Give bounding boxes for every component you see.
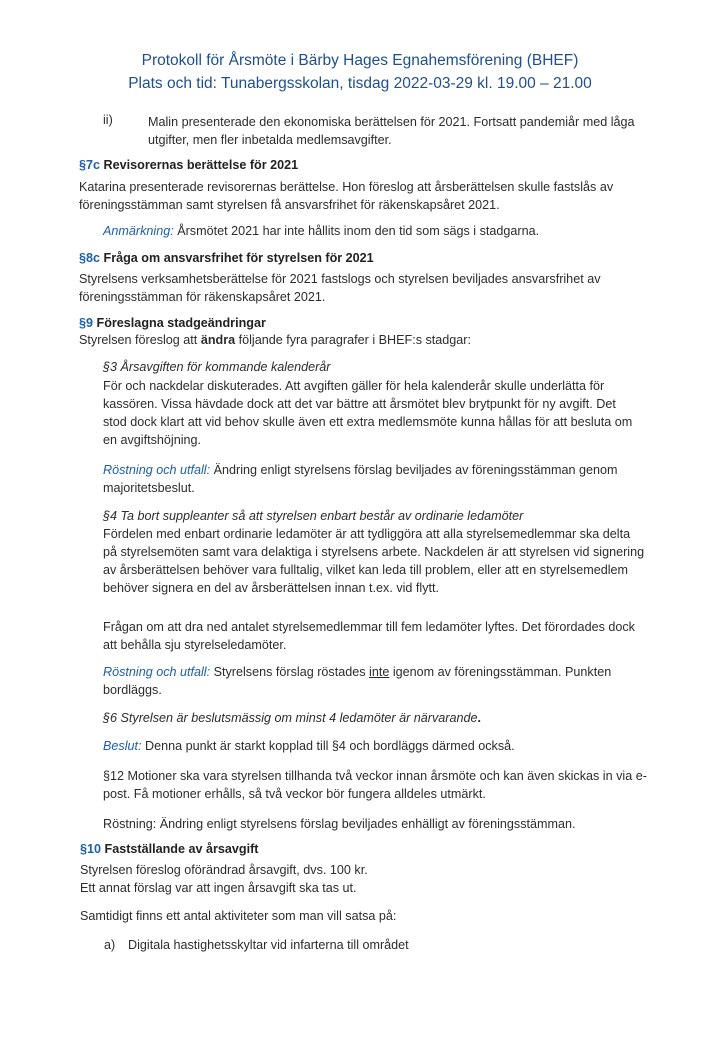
p4-vote bbox=[103, 663, 611, 681]
p3-title: §3 Årsavgiften för kommande kalenderår bbox=[103, 360, 331, 374]
vote-text: Ändring enligt styrelsens förslag beviljades av föreningsstämman genom bbox=[210, 463, 618, 477]
section-number: §8c bbox=[79, 251, 101, 265]
p6-title-text: §6 Styrelsen är beslutsmässig om minst 4 ledamöter är närvarande bbox=[103, 711, 478, 725]
s8c-line-1: Styrelsens verksamhetsberättelse för 2021 fastslogs och styrelsen beviljades ansvarsfrihet av bbox=[79, 272, 601, 286]
p12-line-2: post. Få motioner erhålls, så två veckor bör fungera alldeles utmärkt. bbox=[103, 787, 486, 801]
vote-text: Styrelsens förslag röstades bbox=[210, 665, 370, 679]
vote-label: Röstning och utfall: bbox=[103, 665, 211, 679]
section-number: §7c bbox=[79, 158, 101, 172]
s10-line-2: Ett annat förslag var att ingen årsavgift ska tas ut. bbox=[80, 881, 357, 895]
section-8c-heading bbox=[79, 249, 374, 267]
p12-vote: Röstning: Ändring enligt styrelsens förslag beviljades enhälligt av föreningsstämman. bbox=[103, 817, 576, 831]
section-7c-heading bbox=[79, 156, 298, 174]
section-number: §9 bbox=[79, 316, 94, 330]
list-marker-a: a) bbox=[104, 938, 116, 952]
document-title: Protokoll för Årsmöte i Bärby Hages Egnahemsförening (BHEF) bbox=[141, 52, 579, 69]
item-ii-line-1: Malin presenterade den ekonomiska berättelsen för 2021. Fortsatt pandemiår med låga bbox=[148, 115, 635, 129]
s7c-line-1: Katarina presenterade revisorernas berättelse. Hon föreslog att årsberättelsen skulle fastslås av bbox=[79, 180, 614, 194]
vote-text-end: igenom av föreningsstämman. Punkten bbox=[389, 665, 612, 679]
p4-line-4: behöver signera en del av årsberättelsen innan t.ex. vid flytt. bbox=[103, 581, 440, 595]
s7c-note bbox=[103, 222, 539, 240]
note-text: Årsmötet 2021 har inte hållits inom den tid som sägs i stadgarna. bbox=[173, 224, 540, 238]
p4-line-6: att behålla sju styrelseledamöter. bbox=[103, 638, 287, 652]
p3-line-3: stod dock klart att vid behov skulle även ett extra medlemsmöte kunna hållas för att besluta om bbox=[103, 415, 633, 429]
section-number: §10 bbox=[80, 842, 102, 856]
decision-label: Beslut: bbox=[103, 739, 142, 753]
section-title: Revisorernas berättelse för 2021 bbox=[103, 158, 299, 172]
p6-title-dot: . bbox=[477, 711, 481, 725]
note-label: Anmärkning: bbox=[103, 224, 174, 238]
p4-line-5: Frågan om att dra ned antalet styrelsemedlemmar till fem ledamöter lyftes. Det förordades dock bbox=[103, 620, 635, 634]
list-marker-ii: ii) bbox=[103, 113, 113, 127]
p4-line-3: av årsberättelsen behöver vara fulltalig, vilket kan leda till problem, eller att en styrelsemedlem bbox=[103, 563, 628, 577]
vote-label: Röstning och utfall: bbox=[103, 463, 211, 477]
section-9-heading bbox=[79, 314, 266, 332]
item-ii-line-2: utgifter, men fler inbetalda medlemsavgifter. bbox=[148, 133, 392, 147]
section-title: Föreslagna stadgeändringar bbox=[96, 316, 266, 330]
s10-para: Samtidigt finns ett antal aktiviteter som man vill satsa på: bbox=[80, 909, 397, 923]
section-title: Fråga om ansvarsfrihet för styrelsen för 2021 bbox=[103, 251, 374, 265]
s7c-line-2: föreningsstämman samt styrelsen få ansvarsfrihet för räkenskapsåret 2021. bbox=[79, 198, 500, 212]
p6-decision bbox=[103, 737, 515, 755]
p12-line-1: §12 Motioner ska vara styrelsen tillhanda två veckor innan årsmöte och kan även skickas in via e- bbox=[103, 769, 647, 783]
p3-line-2: kassören. Vissa hävdade dock att det var bättre att årsmötet blev brytpunkt för ny avgift. Det bbox=[103, 397, 616, 411]
p3-line-4: en avgiftshöjning. bbox=[103, 433, 202, 447]
document-subtitle: Plats och tid: Tunabergsskolan, tisdag 2022-03-29 kl. 19.00 – 21.00 bbox=[128, 75, 592, 92]
p4-vote-line-2: bordläggs. bbox=[103, 683, 162, 697]
vote-text-underlined: inte bbox=[369, 665, 390, 679]
p4-line-1: Fördelen med enbart ordinarie ledamöter är att tydliggöra att alla styrelsemedlemmar ska delta bbox=[103, 527, 631, 541]
p4-title: §4 Ta bort suppleanter så att styrelsen enbart består av ordinarie ledamöter bbox=[103, 509, 524, 523]
decision-text: Denna punkt är starkt kopplad till §4 och bordläggs därmed också. bbox=[141, 739, 515, 753]
p6-title bbox=[103, 709, 481, 727]
list-item-a: Digitala hastighetsskyltar vid infarterna till området bbox=[128, 938, 409, 952]
section-title: Fastställande av årsavgift bbox=[104, 842, 259, 856]
intro-text-end: följande fyra paragrafer i BHEF:s stadgar: bbox=[235, 333, 472, 347]
p3-line-1: För och nackdelar diskuterades. Att avgiften gäller för hela kalenderår skulle underlätta för bbox=[103, 379, 605, 393]
p3-vote-line-2: majoritetsbeslut. bbox=[103, 481, 195, 495]
p3-vote bbox=[103, 461, 618, 479]
intro-emphasis: ändra bbox=[200, 333, 236, 347]
s8c-line-2: föreningsstämman för räkenskapsåret 2021. bbox=[79, 290, 326, 304]
intro-text: Styrelsen föreslog att bbox=[79, 333, 201, 347]
s10-line-1: Styrelsen föreslog oförändrad årsavgift, dvs. 100 kr. bbox=[80, 863, 368, 877]
p4-line-2: på styrelsemöten samt vara delaktiga i styrelsens arbete. Nackdelen är att styrelsen vid signering bbox=[103, 545, 645, 559]
section-10-heading bbox=[80, 840, 259, 858]
s9-intro bbox=[79, 331, 471, 349]
